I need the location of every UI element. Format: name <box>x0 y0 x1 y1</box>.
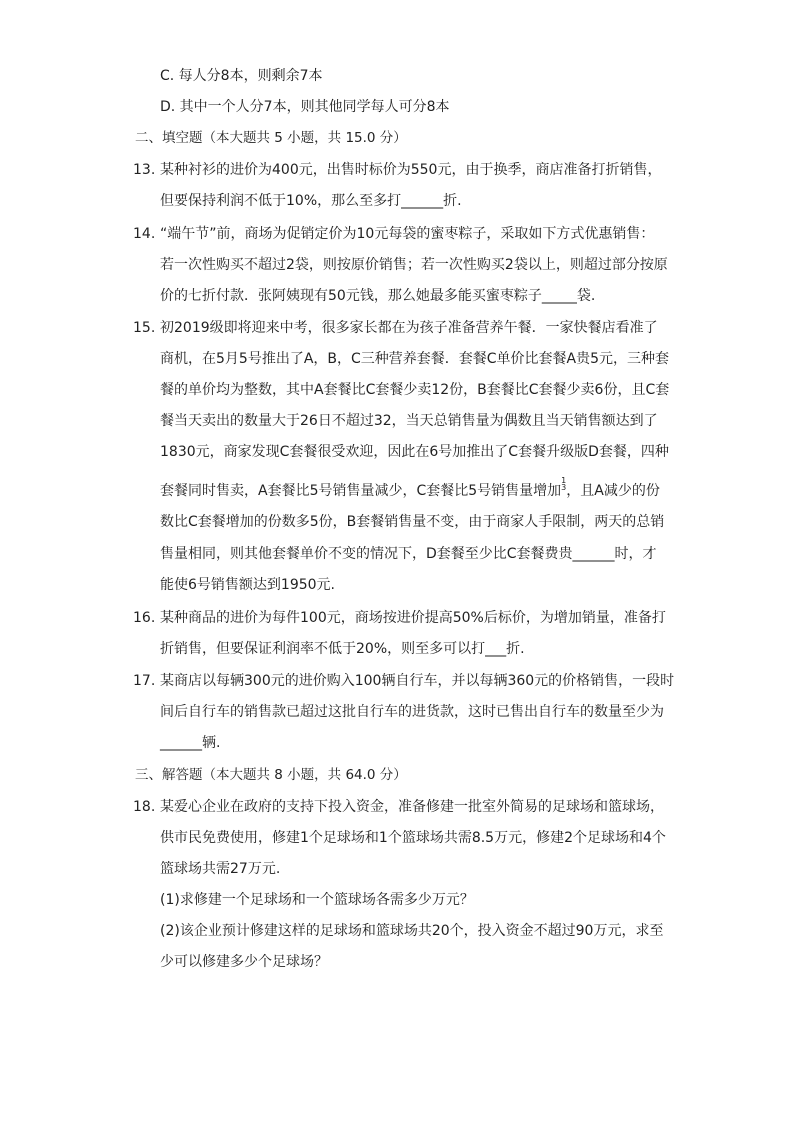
question-number: 16. <box>133 610 156 626</box>
question-17-line: 间后自行车的销售款已超过这批自行车的进货款，这时已售出自行车的数量至少为 <box>160 704 664 720</box>
question-15-line: 餐当天卖出的数量大于26日不超过32，当天总销售量为偶数且当天销售额达到了 <box>160 413 658 429</box>
fraction-denominator: 3 <box>561 483 567 492</box>
option-d: D. 其中一个人分7本，则其他同学每人可分8本 <box>160 99 450 115</box>
question-18-line: 某爱心企业在政府的支持下投入资金，准备修建一批室外简易的足球场和篮球场， <box>160 799 664 815</box>
question-15-line: 商机，在5月5号推出了A，B，C三种营养套餐．套餐C单价比套餐A贵5元，三种套 <box>160 351 670 367</box>
question-15-line: 1830元，商家发现C套餐很受欢迎，因此在6号加推出了C套餐升级版D套餐，四种 <box>160 444 669 460</box>
question-15-line-tail: ，且A减少的份 <box>566 483 660 499</box>
question-15-line: 数比C套餐增加的份数多5份，B套餐销售量不变，由于商家人手限制，两天的总销 <box>160 514 665 530</box>
question-18-line: 篮球场共需27万元. <box>160 861 281 877</box>
question-number: 14. <box>133 226 156 242</box>
question-14-line: 价的七折付款．张阿姨现有50元钱，那么她最多能买蜜枣粽子_____袋. <box>160 288 596 304</box>
question-15-line: 餐的单价均为整数，其中A套餐比C套餐少卖12份，B套餐比C套餐少卖6份，且C套 <box>160 382 670 398</box>
question-16-line: 折销售，但要保证利润率不低于20%，则至多可以打___折. <box>160 641 525 657</box>
question-17-line: 某商店以每辆300元的进价购入100辆自行车，并以每辆360元的价格销售，一段时 <box>160 673 675 689</box>
section-header-answer: 三、解答题（本大题共 8 小题，共 64.0 分） <box>135 767 407 783</box>
question-18-subquestion-1: (1)求修建一个足球场和一个篮球场各需多少万元？ <box>160 892 474 908</box>
question-13-line: 但要保持利润不低于10%，那么至多打______折. <box>160 193 462 209</box>
option-c: C. 每人分8本，则剩余7本 <box>160 68 323 84</box>
question-number: 13. <box>133 162 156 178</box>
section-header-fill-blank: 二、填空题（本大题共 5 小题，共 15.0 分） <box>135 130 407 146</box>
question-15-line <box>160 477 660 501</box>
question-14-line: “端午节”前，商场为促销定价为10元每袋的蜜枣粽子，采取如下方式优惠销售： <box>160 226 655 242</box>
question-14-line: 若一次性购买不超过2袋，则按原价销售；若一次性购买2袋以上，则超过部分按原 <box>160 257 668 273</box>
question-17-line: ______辆. <box>160 735 221 751</box>
question-15-line: 能使6号销售额达到1950元. <box>160 577 335 593</box>
fraction-numerator: 1 <box>561 476 567 485</box>
question-13-line: 某种衬衫的进价为400元，出售时标价为550元，由于换季，商店准备打折销售， <box>160 162 662 178</box>
question-15-line: 初2019级即将迎来中考，很多家长都在为孩子准备营养午餐．一家快餐店看准了 <box>160 320 658 336</box>
question-number: 18. <box>133 799 156 815</box>
question-16-line: 某种商品的进价为每件100元，商场按进价提高50%后标价，为增加销量，准备打 <box>160 610 666 626</box>
question-number: 15. <box>133 320 156 336</box>
question-18-subquestion-2: 少可以修建多少个足球场？ <box>160 954 328 970</box>
question-18-subquestion-2: (2)该企业预计修建这样的足球场和篮球场共20个，投入资金不超过90万元，求至 <box>160 923 664 939</box>
question-18-line: 供市民免费使用，修建1个足球场和1个篮球场共需8.5万元，修建2个足球场和4个 <box>160 830 666 846</box>
question-number: 17. <box>133 673 156 689</box>
question-15-line: 售量相同，则其他套餐单价不变的情况下，D套餐至少比C套餐费贵______时，才 <box>160 546 657 562</box>
question-15-line-text: 套餐同时售卖，A套餐比5号销售量减少，C套餐比5号销售量增加 <box>160 483 562 499</box>
